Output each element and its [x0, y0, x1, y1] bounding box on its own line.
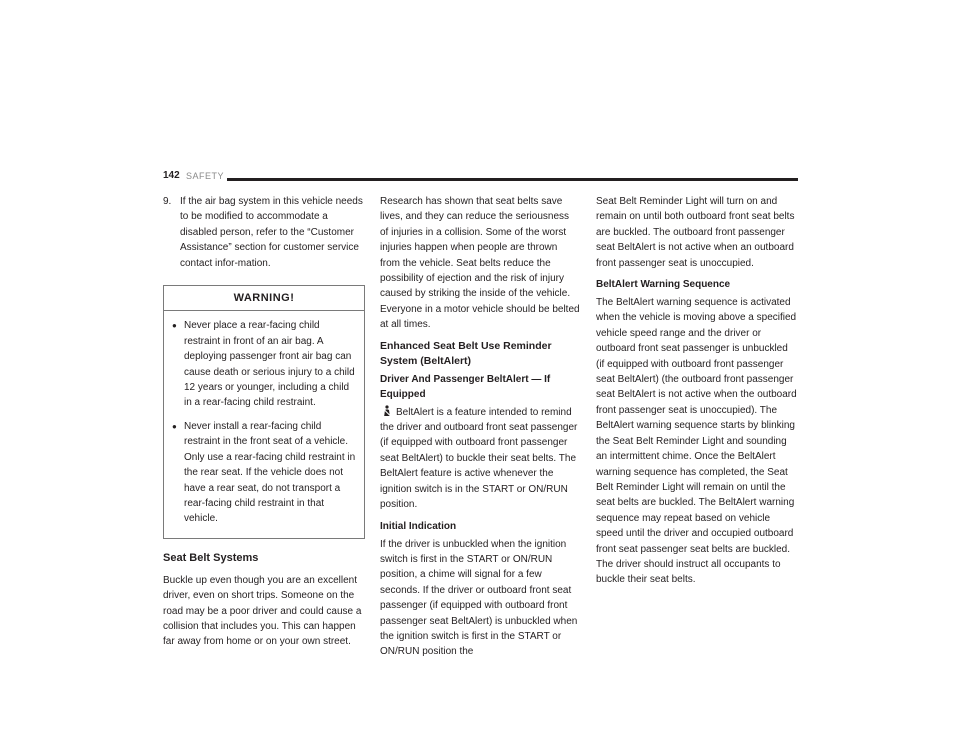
warning-box [163, 285, 365, 539]
page-header [163, 170, 798, 184]
section-title: SAFETY [186, 171, 225, 181]
body-paragraph: Buckle up even though you are an excellent driver, even on short trips. Someone on the road may be a poor driver and could cause a collision that includes you. This can happen far away from home or on your own street. [163, 574, 362, 648]
column-right [596, 194, 798, 594]
body-paragraph: Research has shown that seat belts save lives, and they can reduce the seriousness of injuries in a collision. Some of the worst injuries happen when people are thrown from the vehicle. Seat belts reduce the possibility of ejection and the risk of injury caused by striking the inside of the vehicle. Everyone in a motor vehicle should be belted at all times. [380, 196, 580, 331]
header-rule [227, 178, 798, 181]
warning-bullet-text: Never place a rear-facing child restraint in front of an air bag. A deploying passenger front air bag can cause death or serious injury to a child 12 years or younger, including a child in a rear-facing child restraint. [184, 320, 355, 409]
section-heading: Seat Belt Systems [163, 551, 259, 564]
body-paragraph-with-icon [380, 405, 580, 513]
warning-bullet-text: Never install a rear-facing child restraint in the front seat of a vehicle. Only use a rear-facing child restraint in the rear seat. If the vehicle does not have a rear seat, do not transport a rear-facing child restraint in that vehicle. [184, 420, 356, 525]
subsection-heading: Enhanced Seat Belt Use Reminder System (BeltAlert) [380, 339, 552, 367]
item-number: 9. [163, 196, 172, 207]
minor-heading: BeltAlert Warning Sequence [596, 279, 731, 291]
bullet-dot-icon: ● [172, 421, 177, 431]
warning-bullet [172, 419, 356, 527]
warning-bullet [172, 318, 356, 410]
page-number: 142 [163, 170, 180, 181]
warning-body [164, 311, 364, 537]
body-paragraph: If the driver is unbuckled when the ignition switch is first in the START or ON/RUN position, a chime will signal for a few seconds. If the driver or outboard front seat passenger (if equipped with outboard front passenger seat BeltAlert) is unbuckled when the ignition switch is first in the START or ON/RUN position the [380, 538, 578, 658]
minor-heading: Driver And Passenger BeltAlert — If Equipped [380, 373, 551, 400]
minor-heading: Initial Indication [380, 520, 457, 532]
item-text: If the air bag system in this vehicle needs to be modified to accommodate a disabled person, refer to the “Customer Assistance” section for customer service contact infor-mation. [180, 196, 363, 269]
beltalert-text: BeltAlert is a feature intended to remind the driver and outboard front seat passenger (if equipped with outboard front passenger seat BeltAlert) to buckle their seat belts. The BeltAlert feature is active whenever the ignition switch is in the START or ON/RUN position. [380, 406, 578, 511]
body-paragraph: Seat Belt Reminder Light will turn on and remain on until both outboard front seat belts are buckled. The outboard front passenger seat BeltAlert is not active when an outboard front passenger seat is unoccupied. [596, 196, 795, 269]
body-paragraph: The BeltAlert warning sequence is activated when the vehicle is moving above a specified vehicle speed range and the driver or outboard front seat passenger is unbuckled (if equipped with outboard front passenger seat BeltAlert) (the outboard front passenger seat BeltAlert is not active when the outboard front passenger seat is unoccupied). The BeltAlert warning sequence starts by blinking the Seat Belt Reminder Light and sounding an intermittent chime. Once the BeltAlert warning sequence has completed, the Seat Belt Reminder Light will remain on until the seat belts are buckled. The BeltAlert warning sequence may repeat based on vehicle speed until the driver and occupied outboard front seat passenger seat belts are buckled. The driver should instruct all occupants to buckle their seat belts. [596, 297, 797, 586]
numbered-item [163, 194, 365, 271]
warning-title: WARNING! [164, 286, 364, 311]
seat-belt-reminder-icon [381, 405, 393, 417]
column-left [163, 194, 365, 656]
bullet-dot-icon: ● [172, 321, 177, 331]
column-middle [380, 194, 580, 666]
